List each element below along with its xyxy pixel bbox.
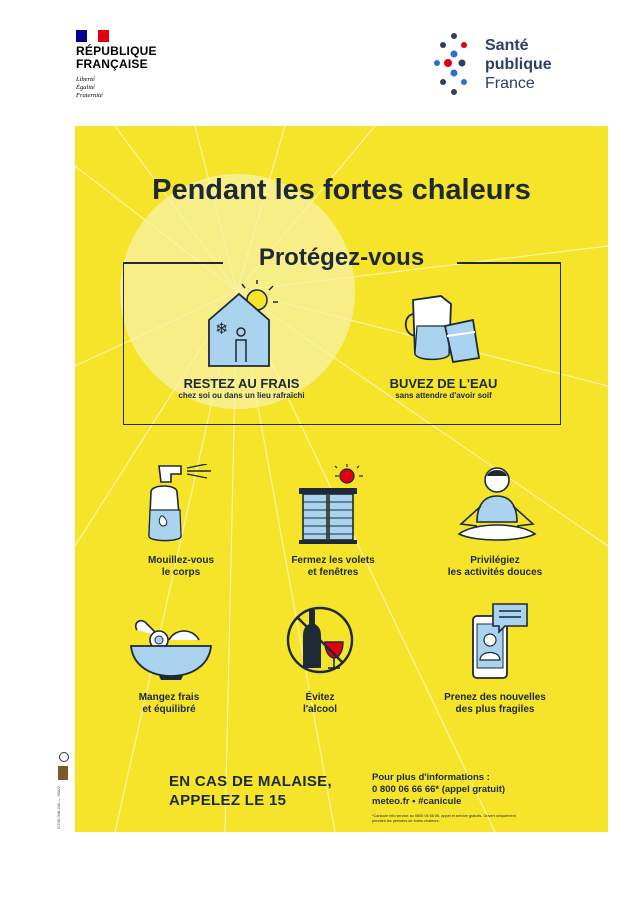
tip-label-5 [245,692,395,716]
tip-5-line2: l'alcool [302,704,338,715]
water-jug-icon [401,290,483,366]
no-alcohol-icon [285,602,355,678]
spf-dots-logo-icon [434,32,478,98]
tip-label-4 [94,692,244,716]
tip-label-2 [258,555,408,579]
emergency-line2: APPELEZ LE 15 [169,792,287,809]
motto-liberte: Liberté [76,76,95,83]
tip-2-line2: et fenêtres [307,567,359,578]
info-web: meteo.fr • #canicule [372,796,462,807]
key-tip-sublabel-2: sans attendre d'avoir soif [395,391,492,400]
shutters-icon [297,464,365,544]
tip-label-3 [420,555,570,579]
info-block [372,772,505,808]
tip-6-line2: des plus fragiles [455,704,535,715]
recycle-mark-icon [59,752,69,762]
tip-6-line1: Prenez des nouvelles [444,692,546,703]
poster-title: Pendant les fortes chaleurs [152,174,531,206]
tip-label-6 [420,692,570,716]
print-code: DT09-008-20A — 60A/2 [56,786,61,829]
key-tip-label-1: RESTEZ AU FRAIS [183,376,300,391]
tip-5-line1: Évitez [305,692,335,703]
gov-motto [76,76,103,100]
gov-name-line2: FRANÇAISE [76,57,148,71]
tip-4-line1: Mangez frais [138,692,200,703]
spf-line2: publique [485,56,552,73]
spf-line1: Santé [485,37,529,54]
tip-4-line2: et équilibré [142,704,196,715]
tip-3-line1: Privilégiez [470,555,520,566]
emergency-message [169,772,332,810]
emergency-line1: EN CAS DE MALAISE, [169,773,332,790]
spf-line3: France [485,75,535,92]
info-phone: 0 800 06 66 66* (appel gratuit) [372,784,506,795]
heatwave-poster [75,126,608,832]
poster-subtitle: Protégez-vous [258,244,425,271]
salad-bowl-icon [129,614,213,680]
house-cool-icon [203,280,279,368]
tip-1-line2: le corps [161,567,201,578]
gov-name-line1: RÉPUBLIQUE [76,44,157,58]
print-label-icon [58,766,68,780]
tip-2-line1: Fermez les volets [291,555,375,566]
info-intro: Pour plus d'informations : [372,772,490,783]
meditation-icon [455,466,539,544]
spf-logo-text [485,36,552,93]
marianne-flag-icon [76,30,109,42]
key-tip-label-2: BUVEZ DE L'EAU [389,376,498,391]
republique-francaise-logo [76,45,157,71]
phone-message-icon [469,602,529,682]
key-tip-sublabel-1: chez soi ou dans un lieu rafraîchi [178,391,305,400]
svg-text:❄: ❄ [215,319,229,338]
tip-1-line1: Mouillez-vous [147,555,215,566]
tip-3-line2: les activités douces [447,567,543,578]
tip-label-1 [106,555,256,579]
motto-fraternite: Fraternité [76,92,103,99]
motto-egalite: Égalité [76,84,95,91]
fineprint: *Canicule info service au 0800 06 66 66, appel et service gratuits. Ouvert uniquement pendant les périodes de fortes chaleurs. [372,814,516,823]
spray-bottle-icon [141,464,217,544]
